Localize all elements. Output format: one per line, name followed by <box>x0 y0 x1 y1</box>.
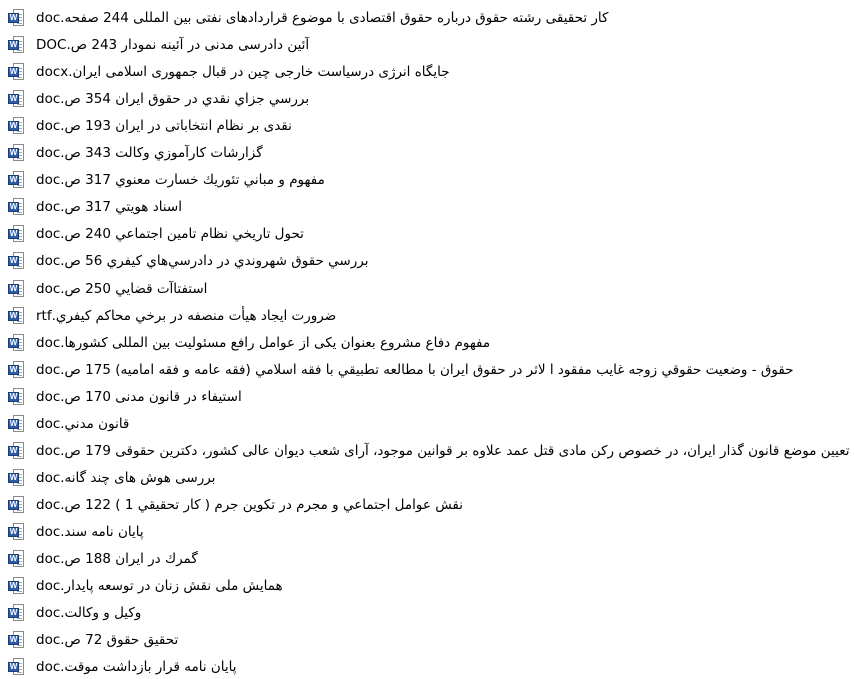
word-document-icon: W <box>8 631 25 649</box>
file-name: گمرك در ايران 188 ص.doc <box>36 551 198 567</box>
file-row[interactable] <box>8 575 848 597</box>
word-document-icon: W <box>8 604 25 622</box>
file-row[interactable] <box>8 223 848 245</box>
file-row[interactable] <box>8 88 848 110</box>
word-document-icon: W <box>8 63 25 81</box>
word-document-icon: W <box>8 307 25 325</box>
file-row[interactable] <box>8 169 848 191</box>
file-name: وکیل و وکالت.doc <box>36 605 142 622</box>
file-name: جایگاه انرژی درسیاست خارجی چین در قبال جمهوری اسلامی ایران.docx <box>36 64 450 81</box>
file-name: همایش ملی نقش زنان در توسعه پایدار.doc <box>36 578 283 595</box>
file-name: حقوق - وضعيت حقوقي زوجه غايب مفقود ا لاثر در حقوق ايران با مطالعه تطبيقي با فقه اسلامي (فقه عامه و فقه اماميه) 175 ص.doc <box>36 361 794 378</box>
word-document-icon: W <box>8 442 25 460</box>
file-name: تحقيق حقوق 72 ص.doc <box>36 632 179 649</box>
word-document-icon: W <box>8 280 25 298</box>
file-row[interactable] <box>8 548 848 570</box>
file-row[interactable] <box>8 196 848 218</box>
file-row[interactable] <box>8 521 848 543</box>
file-row[interactable] <box>8 656 848 678</box>
word-document-icon: W <box>8 415 25 433</box>
word-document-icon: W <box>8 198 25 216</box>
word-document-icon: W <box>8 469 25 487</box>
file-row[interactable] <box>8 629 848 651</box>
file-name: تحول تاريخي نظام تامين اجتماعي 240 ص.doc <box>36 226 304 243</box>
file-name: پایان نامه سند.doc <box>36 523 144 540</box>
word-document-icon: W <box>8 388 25 406</box>
file-row[interactable] <box>8 142 848 164</box>
file-row[interactable] <box>8 413 848 435</box>
file-name: آئین دادرسی مدنی در آئینه نمودار 243 ص.DOC <box>36 37 310 54</box>
word-document-icon: W <box>8 252 25 270</box>
file-name: تعیین موضع قانون گذار ایران، در خصوص رکن مادی قتل عمد علاوه بر قوانین موجود، آرای شعب دیوان عالی کشور، دکترین حقوقی 179 ص.doc <box>36 442 850 459</box>
word-document-icon: W <box>8 9 25 27</box>
file-row[interactable] <box>8 602 848 624</box>
word-document-icon: W <box>8 658 25 676</box>
file-row[interactable] <box>8 250 848 272</box>
file-name: بررسي حقوق شهروندي در دادرسي‌هاي كيفري 56 ص.doc <box>36 253 369 270</box>
file-name: استیفاء در قانون مدنی 170 ص.doc <box>36 388 242 405</box>
file-name: پایان نامه قرار بازداشت موقت.doc <box>36 659 237 676</box>
file-name: بررسي جزاي نقدي در حقوق ايران 354 ص.doc <box>36 91 310 108</box>
word-document-icon: W <box>8 144 25 162</box>
file-row[interactable] <box>8 7 848 29</box>
file-name: استفتاآت قضايي 250 ص.doc <box>36 280 208 297</box>
word-document-icon: W <box>8 523 25 541</box>
file-name: بررسی هوش های چند گانه.doc <box>36 469 216 486</box>
file-row[interactable] <box>8 494 848 516</box>
file-row[interactable] <box>8 359 848 381</box>
file-row[interactable] <box>8 440 848 462</box>
file-name: اسناد هويتي 317 ص.doc <box>36 199 182 216</box>
file-row[interactable] <box>8 386 848 408</box>
file-name: نقش عوامل اجتماعي و مجرم در تكوين جرم ( كار تحقيقي 1 ) 122 ص.doc <box>36 496 463 513</box>
file-name: کار تحقیقی رشته حقوق درباره حقوق اقتصادی با موضوع قراردادهای نفتی بین المللی 244 صفحه.doc <box>36 10 609 26</box>
word-document-icon: W <box>8 361 25 379</box>
file-name: گزارشات كارآموزي وكالت 343 ص.doc <box>36 145 263 162</box>
file-name: مفهوم و مباني تئوريك خسارت معنوي 317 ص.doc <box>36 172 325 189</box>
word-document-icon: W <box>8 496 25 514</box>
word-document-icon: W <box>8 117 25 135</box>
word-document-icon: W <box>8 171 25 189</box>
word-document-icon: W <box>8 334 25 352</box>
file-row[interactable] <box>8 115 848 137</box>
file-name: ضرورت ایجاد هیأت منصفه در برخي محاكم كيفري.rtf <box>36 307 337 324</box>
file-row[interactable] <box>8 278 848 300</box>
word-document-icon: W <box>8 225 25 243</box>
file-row[interactable] <box>8 34 848 56</box>
word-document-icon: W <box>8 577 25 595</box>
file-name: قانون مدني.doc <box>36 415 130 432</box>
word-document-icon: W <box>8 550 25 568</box>
word-document-icon: W <box>8 90 25 108</box>
file-row[interactable] <box>8 332 848 354</box>
file-row[interactable] <box>8 61 848 83</box>
file-name: مفهوم دفاع مشروع بعنوان یکی از عوامل رافع مسئولیت بین المللی کشورها.doc <box>36 334 491 351</box>
file-row[interactable] <box>8 467 848 489</box>
file-row[interactable] <box>8 305 848 327</box>
word-document-icon: W <box>8 36 25 54</box>
file-name: نقدی بر نظام انتخاباتی در ایران 193 ص.doc <box>36 118 292 135</box>
